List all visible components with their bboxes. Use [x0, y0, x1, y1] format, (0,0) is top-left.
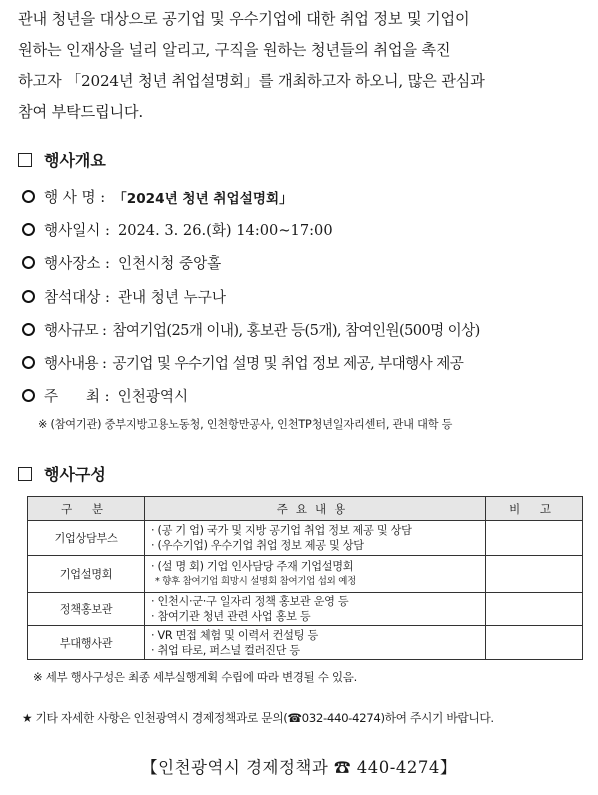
table-header-cell: 주요내용: [145, 497, 486, 521]
content-line: · 참여기관 청년 관련 사업 홍보 등: [151, 610, 311, 623]
remark-cell: [486, 521, 583, 556]
contact-line: ★ 기타 자세한 사항은 인천광역시 경제정책과로 문의(☎032-440-4274)하여 주시기 바랍니다.: [22, 711, 494, 725]
item-label: 행사규모 :: [44, 322, 107, 339]
section-heading-text: 행사개요: [44, 151, 106, 170]
content-line: · VR 면접 체험 및 이력서 컨설팅 등: [151, 628, 318, 642]
table-row: [28, 521, 583, 556]
item-label: 행 사 명 :: [44, 189, 106, 206]
circle-bullet-icon: [22, 223, 35, 236]
section-heading-overview: [18, 148, 106, 171]
category-cell: 부대행사관: [28, 626, 145, 660]
department-contact-footer: 【인천광역시 경제정책과 ☎ 440-4274】: [141, 758, 457, 777]
content-line: · 인천시·군·구 일자리 정책 홍보관 운영 등: [151, 595, 349, 608]
item-label: 행사장소 :: [44, 255, 110, 272]
item-label: 주 최 :: [44, 388, 110, 405]
item-value: 「2024년 청년 취업설명회」: [113, 190, 293, 207]
circle-bullet-icon: [22, 290, 35, 303]
section-heading-text: 행사구성: [44, 465, 106, 484]
category-cell: 기업설명회: [28, 556, 145, 593]
table-header-row: [28, 497, 583, 521]
composition-note: ※ 세부 행사구성은 최종 세부실행계획 수립에 따라 변경될 수 있음.: [33, 670, 357, 684]
overview-item: [22, 385, 188, 406]
content-cell: [145, 521, 486, 556]
table-row: [28, 593, 583, 626]
overview-item: [22, 186, 293, 207]
category-cell: 정책홍보관: [28, 593, 145, 626]
item-value: 2024. 3. 26.(화) 14:00~17:00: [117, 222, 333, 239]
overview-item: [22, 286, 226, 307]
square-bullet-icon: [18, 153, 32, 167]
content-line: · (우수기업) 우수기업 취업 정보 제공 및 상담: [151, 539, 364, 552]
circle-bullet-icon: [22, 323, 35, 336]
intro-paragraph: [18, 4, 584, 128]
circle-bullet-icon: [22, 256, 35, 269]
content-line: · (공 기 업) 국가 및 지방 공기업 취업 정보 제공 및 상담: [151, 524, 412, 537]
remark-cell: [486, 626, 583, 660]
overview-item: [22, 352, 463, 373]
circle-bullet-icon: [22, 190, 35, 203]
intro-line: 하고자 「2024년 청년 취업설명회」를 개최하고자 하오니, 많은 관심과: [18, 72, 485, 90]
section-heading-composition: [18, 462, 106, 485]
item-label: 행사내용 :: [44, 355, 107, 372]
item-value: 관내 청년 누구나: [117, 289, 226, 306]
overview-item: [22, 252, 221, 273]
item-value: 인천시청 중앙홀: [117, 255, 222, 272]
overview-item: [22, 319, 480, 340]
content-cell: [145, 556, 486, 593]
table-row: [28, 556, 583, 593]
table-header-cell: 비 고: [486, 497, 583, 521]
content-line: · 취업 타로, 퍼스널 컬러진단 등: [151, 643, 300, 657]
table-row: [28, 626, 583, 660]
overview-item: [22, 219, 333, 240]
item-label: 행사일시 :: [44, 222, 110, 239]
circle-bullet-icon: [22, 356, 35, 369]
content-cell: [145, 626, 486, 660]
item-label: 참석대상 :: [44, 289, 110, 306]
content-cell: [145, 593, 486, 626]
content-line: * 향후 참여기업 희망시 설명회 참여기업 섭외 예정: [155, 576, 357, 587]
table-header-cell: 구 분: [28, 497, 145, 521]
category-cell: 기업상담부스: [28, 521, 145, 556]
intro-line: 원하는 인재상을 널리 알리고, 구직을 원하는 청년들의 취업을 촉진: [18, 41, 451, 59]
intro-line: 관내 청년을 대상으로 공기업 및 우수기업에 대한 취업 정보 및 기업이: [18, 10, 470, 28]
content-line: · (설 명 회) 기업 인사담당 주재 기업설명회: [151, 560, 354, 573]
remark-cell: [486, 556, 583, 593]
remark-cell: [486, 593, 583, 626]
intro-line: 참여 부탁드립니다.: [18, 103, 144, 121]
composition-table: [27, 496, 583, 660]
square-bullet-icon: [18, 467, 32, 481]
item-value: 공기업 및 우수기업 설명 및 취업 정보 제공, 부대행사 제공: [112, 355, 464, 372]
item-value: 인천광역시: [117, 388, 189, 405]
circle-bullet-icon: [22, 389, 35, 402]
participating-orgs-note: ※ (참여기관) 중부지방고용노동청, 인천항만공사, 인천TP청년일자리센터, 관내 대학 등: [38, 418, 453, 431]
item-value: 참여기업(25개 이내), 홍보관 등(5개), 참여인원(500명 이상): [112, 322, 480, 339]
